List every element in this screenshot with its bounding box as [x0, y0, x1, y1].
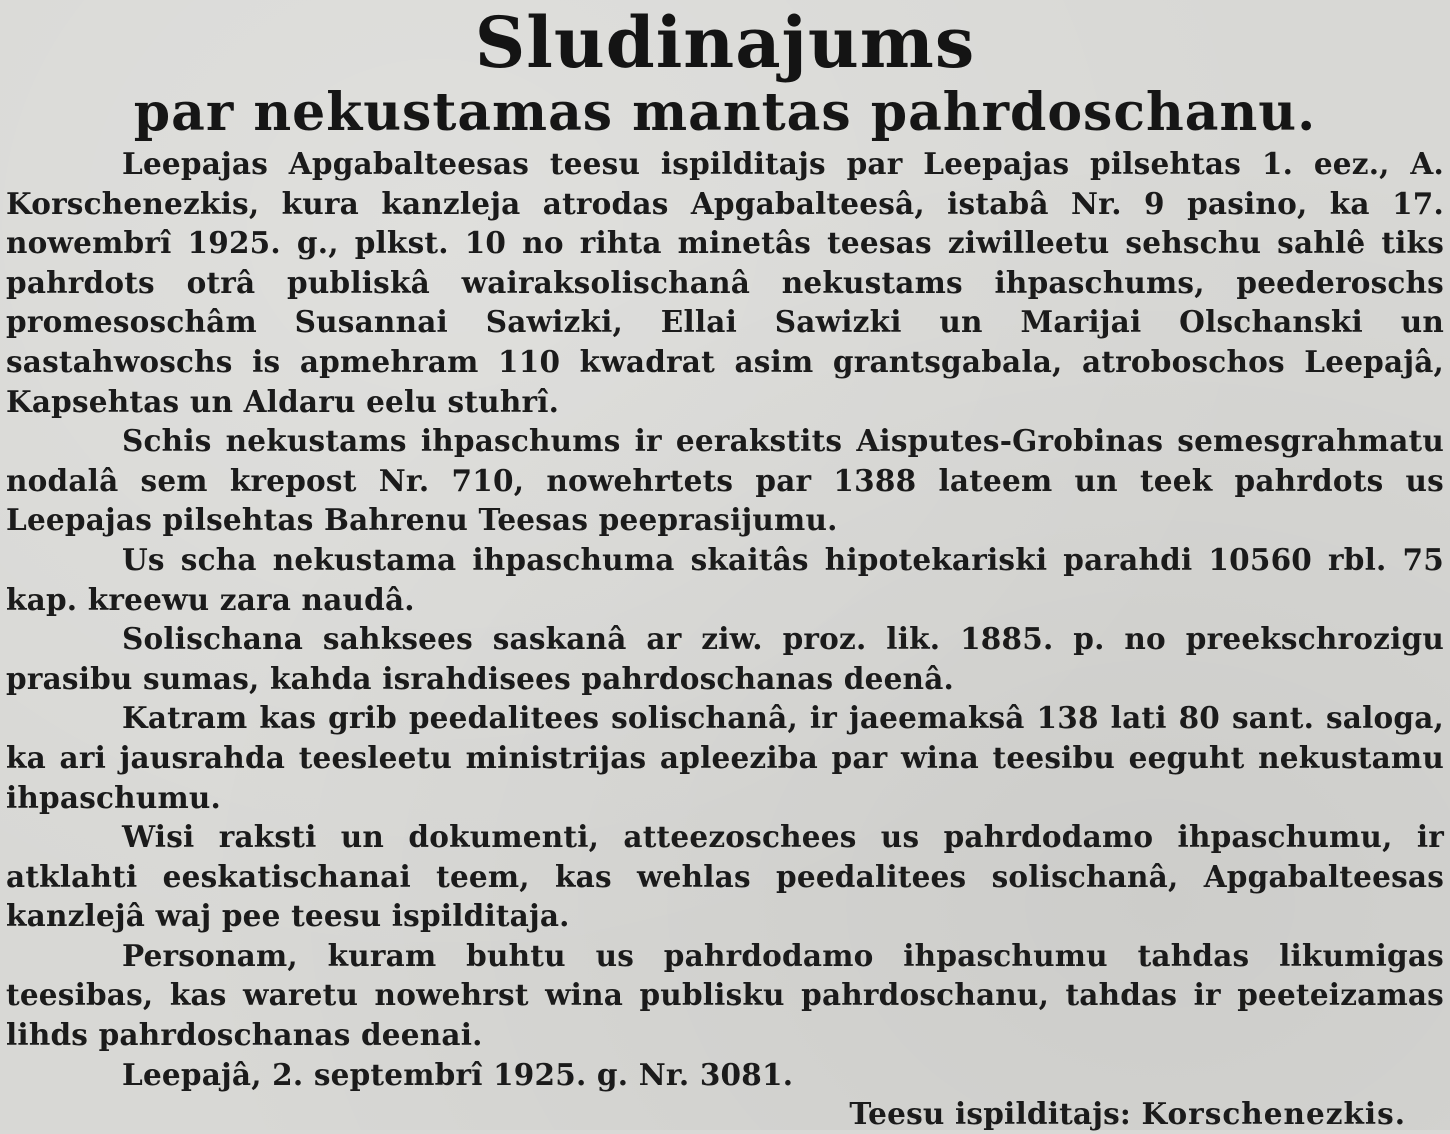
signature-label: Teesu ispilditajs: [849, 1096, 1132, 1132]
date-line: Leepajâ, 2. septembrî 1925. g. Nr. 3081. [122, 1056, 794, 1092]
signature-name: Korschenezkis. [1141, 1096, 1406, 1132]
paragraph-announcement: Leepajas Apgabalteesas teesu ispilditajs par Leepajas pilsehtas 1. eez., A. Korschenezkis, kura kanzleja atrodas Apgabalteesâ, istabâ Nr. 9 pasino, ka 17. nowembrî 1925. g., plkst. 10 no rihta minetâs teesas ziwilleetu sehschu sahlê tiks pahrdots otrâ publiskâ wairaksolischanâ nekustams ihpaschums, peederoschs promesoschâm Susannai Sawizki, Ellai Sawizki un Marijai Olschanski un sastahwoschs is apmehram 110 kwadrat asim grantsgabala, atroboschos Leepajâ, Kapsehtas un Aldaru eelu stuhrî. [6, 146, 1444, 419]
paragraph-deposit: Katram kas grib peedalitees solischanâ, ir jaeemaksâ 138 lati 80 sant. saloga, ka ari jausrahda teesleetu ministrijas apleeziba par wina teesibu eeguht nekustamu ihpaschumu. [6, 700, 1444, 815]
paragraph-claims: Personam, kuram buhtu us pahrdodamo ihpaschumu tahdas likumigas teesibas, kas waretu nowehrst wina publisku pahrdoschanu, tahdas ir peeteizamas lihds pahrdoschanas deenai. [6, 937, 1444, 1053]
signature-line [6, 1094, 1444, 1134]
paragraph-documents: Wisi raksti un dokumenti, atteezoschees us pahrdodamo ihpaschumu, ir atklahti eeskatischanai teem, kas wehlas peedalitees solischanâ, Apgabalteesas kanzlejâ waj pee teesu ispilditaja. [6, 819, 1444, 934]
paragraph-debts: Us scha nekustama ihpaschuma skaitâs hipotekariski parahdi 10560 rbl. 75 kap. kreewu zara naudâ. [6, 541, 1444, 617]
notice-body [6, 144, 1444, 1134]
paragraph-bidding-start: Solischana sahksees saskanâ ar ziw. proz. lik. 1885. p. no preekschrozigu prasibu sumas, kahda israhdisees pahrdoschanas deenâ. [6, 621, 1444, 696]
notice-title: Sludinajums [474, 1, 976, 84]
notice-subtitle: par nekustamas mantas pahrdoschanu. [133, 82, 1317, 143]
paragraph-registration: Schis nekustams ihpaschums ir eerakstits Aisputes-Grobinas semesgrahmatu nodalâ sem krepost Nr. 710, nowehrtets par 1388 lateem un teek pahrdots us Leepajas pilsehtas Bahrenu Teesas peeprasijumu. [6, 423, 1444, 538]
